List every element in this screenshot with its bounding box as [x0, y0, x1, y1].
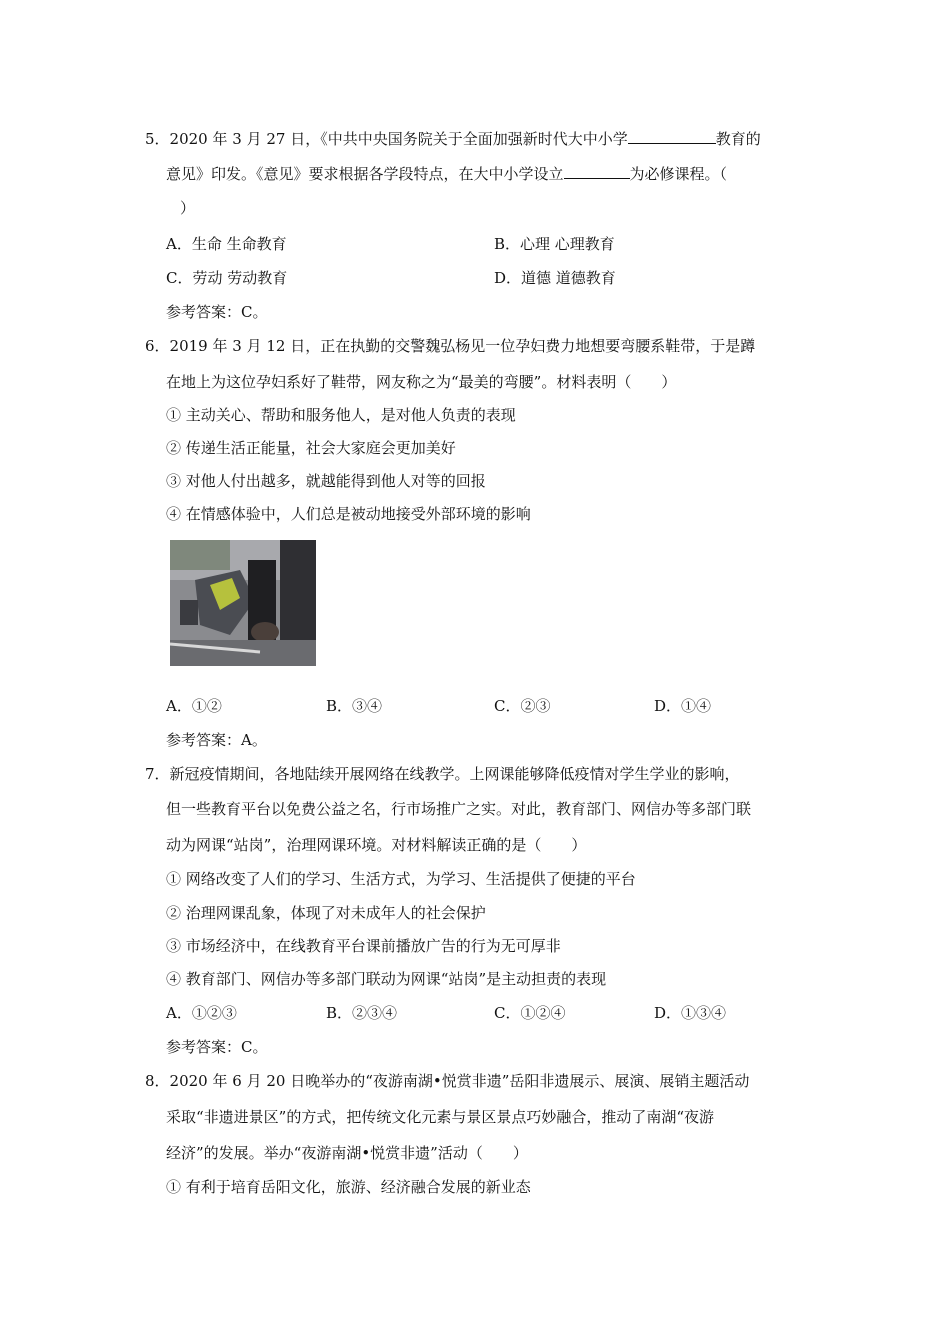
q7-statement-3: ③ 市场经济中，在线教育平台课前播放广告的行为无可厚非 [166, 937, 561, 955]
q6-option-a: A．①② [166, 697, 222, 715]
q5-blank-2 [564, 163, 630, 179]
q6-answer: 参考答案：A。 [166, 731, 267, 749]
q5-text: 为必修课程。（ [629, 165, 728, 183]
q6-statement-4: ④ 在情感体验中，人们总是被动地接受外部环境的影响 [166, 505, 531, 523]
q6-statement-1: ① 主动关心、帮助和服务他人，是对他人负责的表现 [166, 406, 516, 424]
q7-option-c: C．①②④ [494, 1004, 566, 1022]
q6-statement-3: ③ 对他人付出越多，就越能得到他人对等的回报 [166, 472, 486, 490]
q7-statement-2: ② 治理网课乱象，体现了对未成年人的社会保护 [166, 904, 486, 922]
q8-stem-line1: 8．2020 年 6 月 20 日晚举办的“夜游南湖•悦赏非遗”岳阳非遗展示、展演、展销主题活动 [145, 1072, 750, 1090]
q7-stem-line1: 7．新冠疫情期间，各地陆续开展网络在线教学。上网课能够降低疫情对学生学业的影响， [145, 765, 740, 783]
q6-photo [170, 540, 316, 666]
q5-answer: 参考答案：C。 [166, 303, 268, 321]
q7-statement-4: ④ 教育部门、网信办等多部门联动为网课“站岗”是主动担责的表现 [166, 970, 607, 988]
q5-stem-line1 [145, 128, 761, 149]
q7-stem-line3: 动为网课“站岗”，治理网课环境。对材料解读正确的是（ ） [166, 836, 587, 854]
q5-option-a: A．生命 生命教育 [166, 235, 287, 253]
q5-option-b: B．心理 心理教育 [494, 235, 615, 253]
q6-option-b: B．③④ [326, 697, 383, 715]
q5-text: 5．2020 年 3 月 27 日，《中共中央国务院关于全面加强新时代大中小学 [145, 130, 628, 148]
q5-option-d: D．道德 道德教育 [494, 269, 616, 287]
q6-option-d: D．①④ [654, 697, 712, 715]
q7-option-a: A．①②③ [166, 1004, 237, 1022]
q5-stem-line2 [166, 163, 727, 184]
q8-statement-1: ① 有利于培育岳阳文化，旅游、经济融合发展的新业态 [166, 1178, 531, 1196]
q5-option-c: C．劳动 劳动教育 [166, 269, 288, 287]
q5-text: 教育的 [715, 130, 761, 148]
q5-stem-line3: ） [180, 199, 196, 217]
q6-stem-line2: 在地上为这位孕妇系好了鞋带，网友称之为“最美的弯腰”。材料表明（ ） [166, 373, 677, 391]
q5-text: 意见》印发。《意见》要求根据各学段特点，在大中小学设立 [166, 165, 564, 183]
q5-blank-1 [628, 128, 716, 144]
q6-option-c: C．②③ [494, 697, 551, 715]
q8-stem-line3: 经济”的发展。举办“夜游南湖•悦赏非遗”活动（ ） [166, 1144, 528, 1162]
q8-stem-line2: 采取“非遗进景区”的方式，把传统文化元素与景区景点巧妙融合，推动了南湖“夜游 [166, 1108, 715, 1126]
q7-option-b: B．②③④ [326, 1004, 398, 1022]
q7-answer: 参考答案：C。 [166, 1038, 268, 1056]
q7-stem-line2: 但一些教育平台以免费公益之名，行市场推广之实。对此，教育部门、网信办等多部门联 [166, 800, 752, 818]
q6-statement-2: ② 传递生活正能量，社会大家庭会更加美好 [166, 439, 456, 457]
q7-statement-1: ① 网络改变了人们的学习、生活方式，为学习、生活提供了便捷的平台 [166, 870, 636, 888]
q6-stem-line1: 6．2019 年 3 月 12 日，正在执勤的交警魏弘杨见一位孕妇费力地想要弯腰系鞋带，于是蹲 [145, 337, 756, 355]
q6-photo-illustration [170, 540, 316, 666]
q7-option-d: D．①③④ [654, 1004, 727, 1022]
